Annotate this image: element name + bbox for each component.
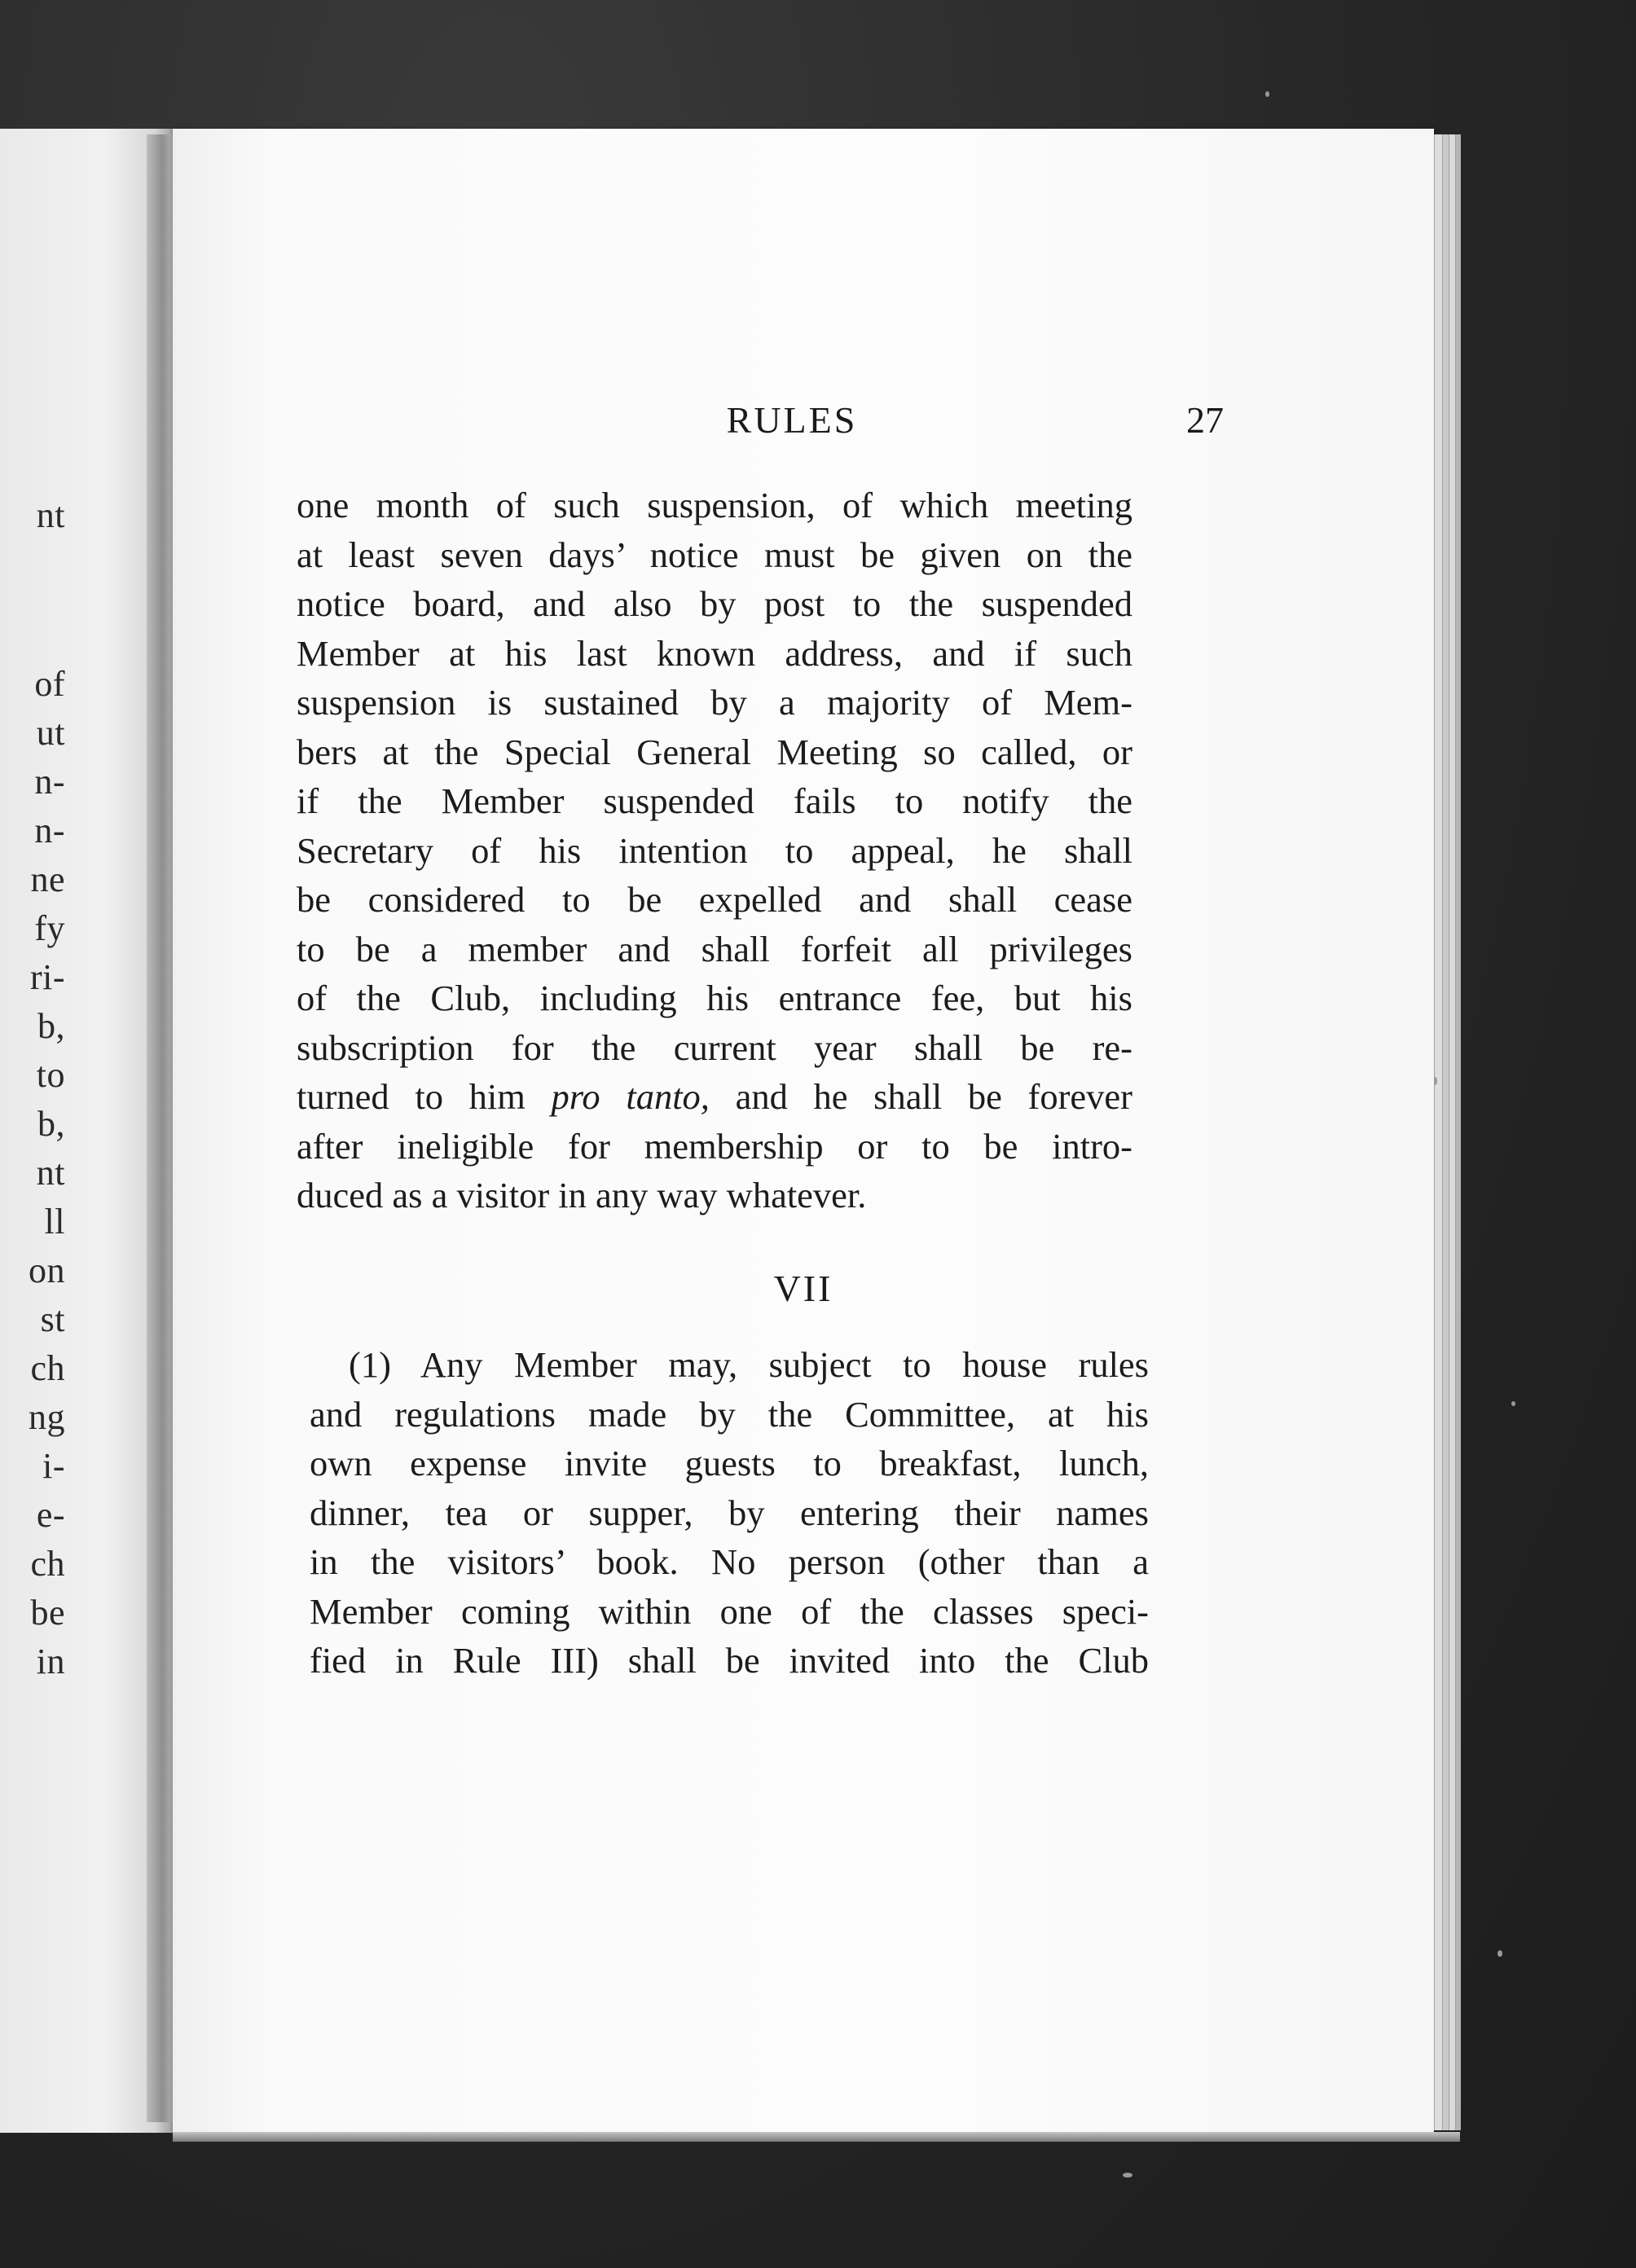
dust-speck: [1497, 1950, 1502, 1957]
fragment-line: ng: [29, 1397, 65, 1437]
fragment-line: ch: [30, 1544, 65, 1584]
text-line-with-italic: [297, 1072, 1132, 1122]
fragment-line: nt: [36, 495, 65, 535]
fragment-line: b,: [37, 1006, 65, 1046]
text-line: duced as a visitor in any way whatever.: [297, 1175, 867, 1215]
text-line: subscription for the current year shall be re-: [297, 1026, 1132, 1068]
text-line: at least seven days’ notice must be given on the: [297, 534, 1132, 575]
text-line: Member coming within one of the classes speci-: [310, 1590, 1149, 1632]
fragment-line: ut: [36, 713, 65, 753]
fragment-line: to: [36, 1055, 65, 1095]
fragment-line: on: [29, 1250, 65, 1290]
page-bottom-edge: [173, 2132, 1460, 2142]
fragment-line: ne: [30, 859, 65, 899]
text-line: if the Member suspended fails to notify the: [297, 780, 1132, 821]
dust-speck: [1123, 2173, 1132, 2178]
text-line: one month of such suspension, of which meeting: [297, 485, 1132, 525]
text-line: own expense invite guests to breakfast, lunch,: [310, 1443, 1149, 1483]
paragraph-rule-vii-1: [310, 1340, 1149, 1686]
fragment-line: of: [34, 664, 65, 704]
fragment-line: e-: [36, 1495, 65, 1535]
fragment-line: st: [40, 1299, 65, 1339]
text-run: turned to him: [297, 1076, 552, 1117]
text-line: Member at his last known address, and if such: [297, 632, 1132, 674]
text-line: after ineligible for membership or to be intro-: [297, 1125, 1132, 1167]
fragment-line: ll: [44, 1202, 65, 1242]
fragment-line: n-: [34, 811, 65, 850]
italic-phrase: pro tanto,: [551, 1076, 710, 1117]
running-head-title: RULES: [726, 399, 858, 441]
text-line: suspension is sustained by a majority of Mem-: [297, 682, 1132, 723]
section-heading: VII: [773, 1268, 833, 1309]
text-line: fied in Rule III) shall be invited into the Club: [310, 1640, 1149, 1681]
text-line: bers at the Special General Meeting so called, or: [297, 731, 1132, 772]
running-head: [173, 396, 1434, 445]
text-line: and regulations made by the Committee, at his: [310, 1393, 1149, 1435]
text-line: dinner, tea or supper, by entering their names: [310, 1492, 1149, 1533]
dust-speck: [1511, 1401, 1515, 1406]
text-run: and he shall be forever: [709, 1076, 1132, 1117]
fragment-line: nt: [36, 1153, 65, 1193]
fragment-line: n-: [34, 762, 65, 802]
text-line: be considered to be expelled and shall cease: [297, 879, 1132, 920]
fragment-line: ch: [30, 1348, 65, 1388]
text-line: notice board, and also by post to the suspended: [297, 583, 1132, 624]
fragment-line: in: [36, 1642, 65, 1681]
text-line: of the Club, including his entrance fee, but his: [297, 978, 1132, 1018]
fragment-line: b,: [37, 1104, 65, 1144]
dust-speck: [1265, 91, 1269, 97]
page-number: 27: [1186, 399, 1224, 441]
fragment-line: ri-: [29, 957, 65, 997]
text-line: (1) Any Member may, subject to house rules: [349, 1344, 1149, 1385]
text-line: in the visitors’ book. No person (other than a: [310, 1541, 1149, 1582]
fragment-line: be: [30, 1593, 65, 1633]
dust-speck: [1434, 1077, 1437, 1085]
fragment-line: i-: [42, 1446, 65, 1486]
text-line: to be a member and shall forfeit all privileges: [297, 928, 1132, 969]
text-line: Secretary of his intention to appeal, he shall: [297, 829, 1132, 871]
page-edge: [1455, 134, 1461, 2130]
paragraph-continuation: [297, 481, 1132, 1220]
fragment-line: fy: [34, 908, 65, 948]
